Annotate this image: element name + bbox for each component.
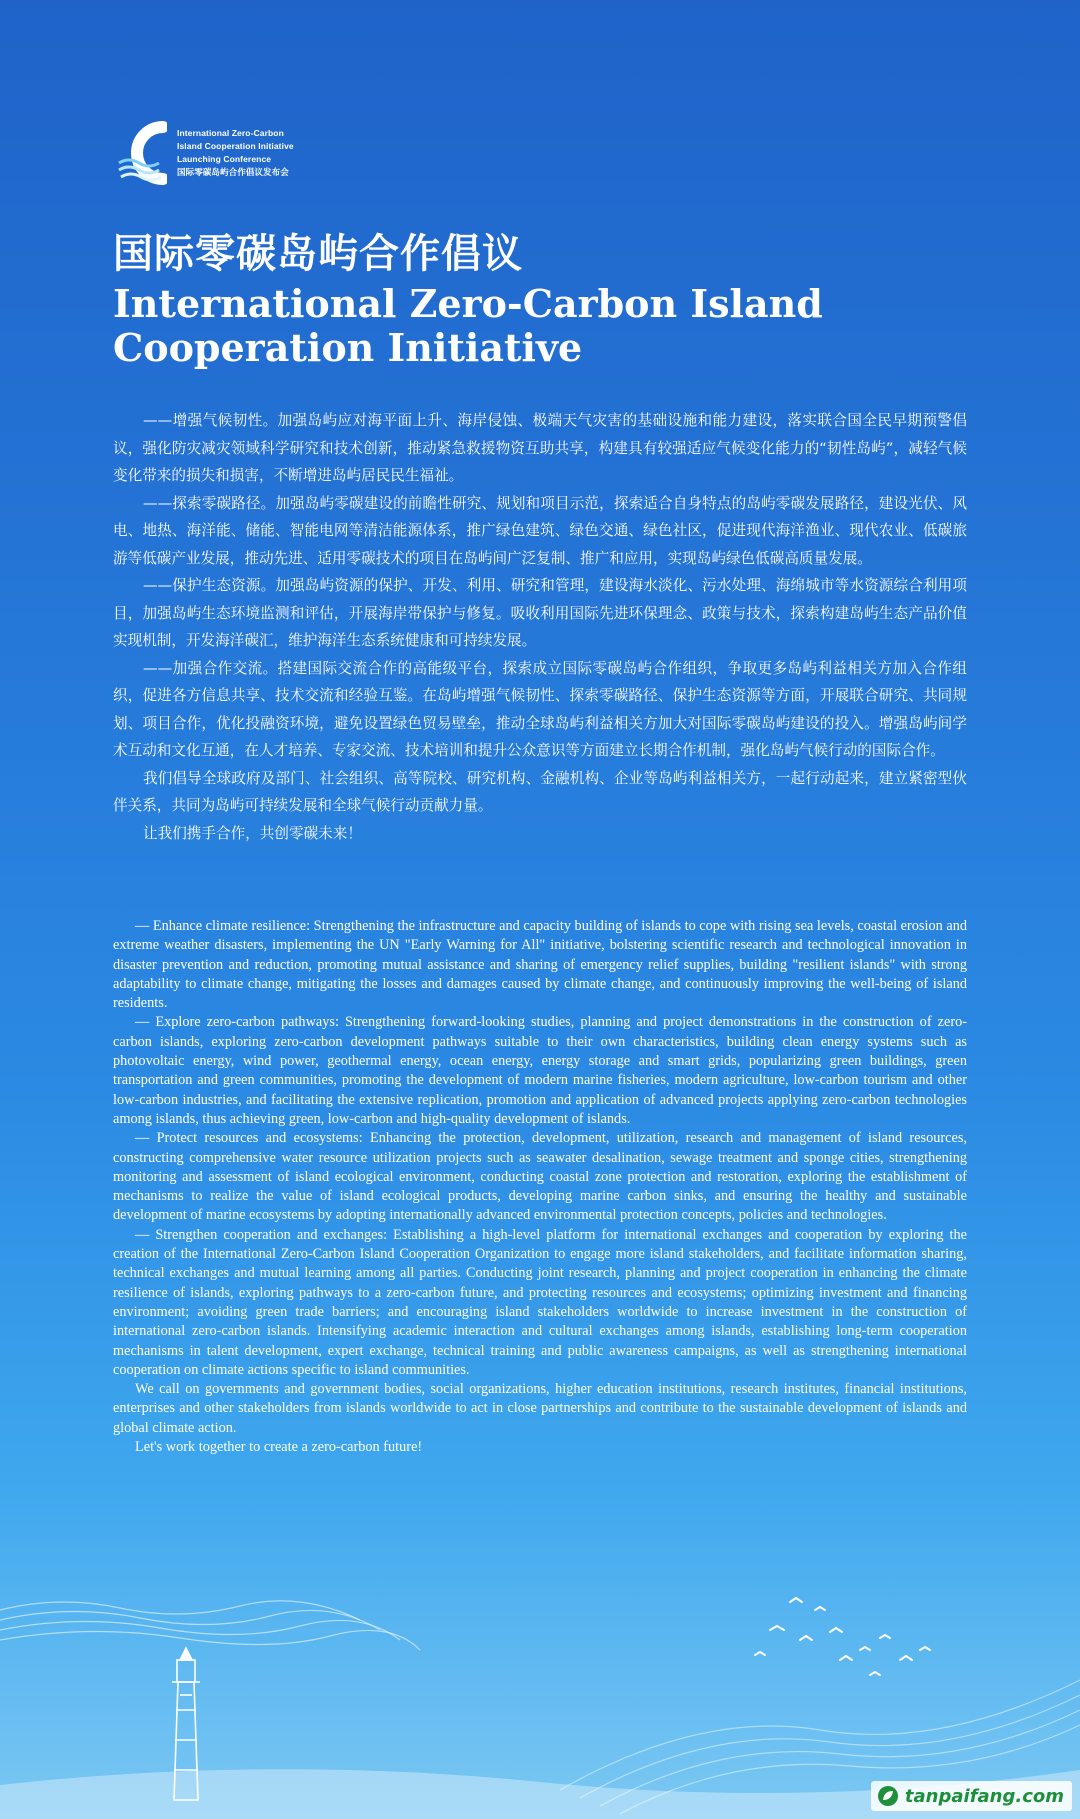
cn-paragraph: ——保护生态资源。加强岛屿资源的保护、开发、利用、研究和管理，建设海水淡化、污水处理、海绵城市等水资源综合利用项目，加强岛屿生态环境监测和评估，开展海岸带保护与修复。吸收利用国际先进环保理念、政策与技术，探索构建岛屿生态产品价值实现机制，开发海洋碳汇，维护海洋生态系统健康和可持续发展。 (113, 577, 967, 649)
chinese-body (113, 407, 967, 847)
leaf-icon (877, 1785, 899, 1807)
en-paragraph: — Strengthen cooperation and exchanges: Establishing a high-level platform for international exchanges and cooperation by exploring the creation of the International Zero-Carbon Island Cooperation Organization to engage more island stakeholders, and facilitate information sharing, technical exchanges and mutual learning among all parties. Conducting joint research, planning and project cooperation in enhancing the climate resilience of islands, exploring pathways to a zero-carbon future, and protecting resources and ecosystems; optimizing investment and financing environment; avoiding green trade barriers; and encouraging island stakeholders worldwide to increase investment in the construction of international zero-carbon islands. Intensifying academic interaction and cultural exchanges among islands, establishing long-term cooperation mechanisms in talent development, expert exchange, technical training and public awareness campaigns, as well as strengthening international cooperation on climate actions specific to island communities. (113, 1226, 967, 1378)
en-paragraph: — Protect resources and ecosystems: Enhancing the protection, development, utilization, research and management of island resources, constructing comprehensive water resource utilization projects such as seawater desalination, sewage treatment and sponge cities, strengthening monitoring and assessment of island ecological environment, conducting coastal zone protection and restoration, exploring the establishment of mechanisms to realize the value of island ecological products, developing marine carbon sinks, and ensuring the healthy and sustainable development of marine ecosystems by adopting internationally advanced environmental protection concepts, policies and technologies. (113, 1130, 967, 1224)
title-english-line-1: International Zero-Carbon Island (113, 281, 823, 326)
watermark (871, 1781, 1072, 1811)
logo-line-4: 国际零碳岛屿合作倡议发布会 (177, 167, 289, 177)
logo-line-1: International Zero-Carbon (177, 128, 284, 138)
wave-lines-left (0, 1601, 420, 1650)
en-paragraph: — Enhance climate resilience: Strengthening the infrastructure and capacity building of islands to cope with rising sea levels, coastal erosion and extreme weather disasters, implementing the UN "Early Warning for All" initiative, bolstering scientific research and technological innovation in disaster prevention and reduction, promoting mutual assistance and sharing of emergency relief supplies, building "resilient islands" with strong adaptability to climate change, mitigating the losses and damages caused by climate change, and continuously improving the well-being of island residents. (113, 918, 967, 1012)
cn-paragraph: 我们倡导全球政府及部门、社会组织、高等院校、研究机构、金融机构、企业等岛屿利益相关方，一起行动起来，建立紧密型伙伴关系，共同为岛屿可持续发展和全球气候行动贡献力量。 (113, 769, 967, 814)
en-paragraph: — Explore zero-carbon pathways: Strengthening forward-looking studies, planning and project demonstrations in the construction of zero-carbon islands, exploring zero-carbon development pathways suitable to their own characteristics, building clean energy systems such as photovoltaic energy, wind power, geothermal energy, ocean energy, energy storage and smart grids, popularizing green buildings, green transportation and green communities, promoting the development of modern marine fisheries, modern agriculture, low-carbon tourism and other low-carbon industries, and facilitating the extensive replication, promotion and application of advanced projects applying zero-carbon technologies among islands, thus achieving green, low-carbon and high-quality development of islands. (113, 1014, 967, 1127)
english-body (113, 917, 967, 1457)
title-chinese: 国际零碳岛屿合作倡议 (113, 231, 523, 277)
logo-line-3: Launching Conference (177, 154, 272, 164)
watermark-text: tanpaifang.com (904, 1785, 1064, 1807)
en-paragraph: We call on governments and government bodies, social organizations, higher education institutions, research institutes, financial institutions, enterprises and other stakeholders from islands worldwide to act in close partnerships and contribute to the sustainable development of islands and global climate action. (113, 1381, 967, 1436)
cn-paragraph: ——加强合作交流。搭建国际交流合作的高能级平台，探索成立国际零碳岛屿合作组织，争取更多岛屿利益相关方加入合作组织，促进各方信息共享、技术交流和经验互鉴。在岛屿增强气候韧性、探索零碳路径、保护生态资源等方面，开展联合研究、共同规划、项目合作，优化投融资环境，避免设置绿色贸易壁垒，推动全球岛屿利益相关方加大对国际零碳岛屿建设的投入。增强岛屿间学术互动和文化互通，在人才培养、专家交流、技术培训和提升公众意识等方面建立长期合作机制，强化岛屿气候行动的国际合作。 (113, 659, 967, 759)
logo-line-2: Island Cooperation Initiative (177, 141, 294, 151)
cn-paragraph: 让我们携手合作，共创零碳未来！ (143, 824, 362, 842)
en-paragraph: Let's work together to create a zero-carbon future! (135, 1439, 423, 1456)
flying-birds-icon (755, 1598, 930, 1675)
cn-paragraph: ——探索零碳路径。加强岛屿零碳建设的前瞻性研究、规划和项目示范，探索适合自身特点的岛屿零碳发展路径，建设光伏、风电、地热、海洋能、储能、智能电网等清洁能源体系，推广绿色建筑、绿色交通、绿色社区，促进现代海洋渔业、现代农业、低碳旅游等低碳产业发展，推动先进、适用零碳技术的项目在岛屿间广泛复制、推广和应用，实现岛屿绿色低碳高质量发展。 (113, 494, 967, 567)
c-wave-logo-icon (113, 113, 167, 193)
cn-paragraph: ——增强气候韧性。加强岛屿应对海平面上升、海岸侵蚀、极端天气灾害的基础设施和能力建设，落实联合国全民早期预警倡议，强化防灾减灾领域科学研究和技术创新，推动紧急救援物资互助共享，构建具有较强适应气候变化能力的“韧性岛屿”，减轻气候变化带来的损失和损害，不断增进岛屿居民民生福祉。 (113, 412, 967, 484)
title-english-line-2: Cooperation Initiative (113, 325, 583, 370)
conference-logo (113, 113, 294, 193)
logo-text (177, 127, 294, 179)
title-english (113, 282, 823, 370)
